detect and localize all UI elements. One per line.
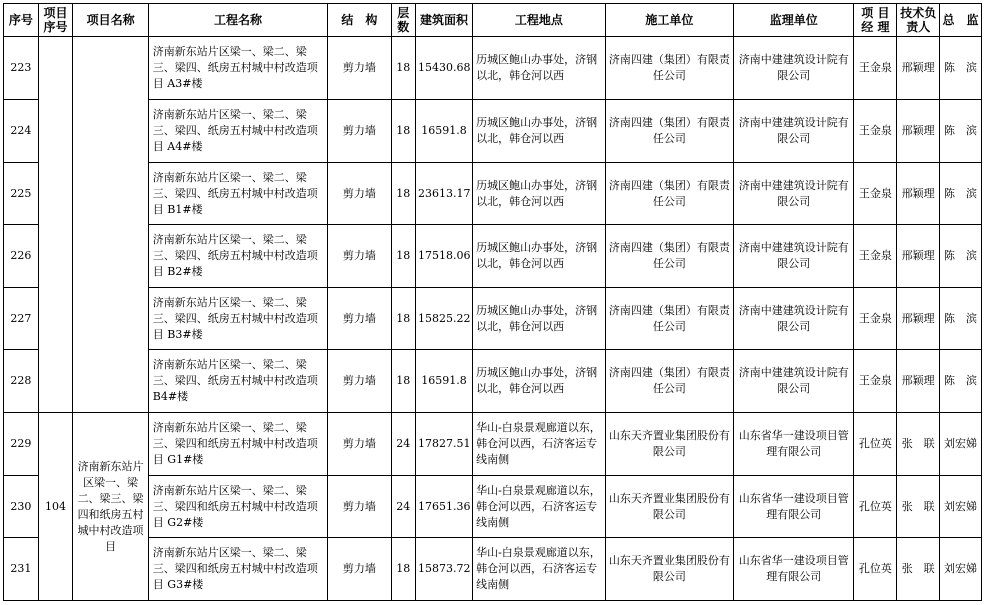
- seq-cell: 226: [4, 225, 39, 288]
- table-row: [4, 100, 982, 163]
- tech-lead-cell: 张 联: [897, 476, 940, 538]
- area-cell: 15430.68: [415, 37, 472, 100]
- structure-cell: 剪力墙: [328, 538, 391, 601]
- structure-cell: 剪力墙: [328, 37, 391, 100]
- engineering-name-cell: 济南新东站片区梁一、梁二、梁三、梁四、纸房五村城中村改造项 B4#楼: [148, 350, 327, 413]
- tech-lead-cell: 邢颖理: [897, 100, 940, 163]
- structure-cell: 剪力墙: [328, 100, 391, 163]
- structure-cell: 剪力墙: [328, 413, 391, 476]
- seq-cell: 225: [4, 163, 39, 225]
- tech-lead-cell: 邢颖理: [897, 225, 940, 288]
- chief-cell: 刘宏娣: [940, 476, 982, 538]
- location-cell: 华山-白泉景观廊道以东，韩仓河以西，石济客运专线南侧: [473, 476, 606, 538]
- header-tech-lead: 技术负责人: [897, 4, 940, 37]
- floors-cell: 18: [391, 100, 415, 163]
- supervisor-cell: 济南中建建筑设计院有限公司: [734, 163, 854, 225]
- table-row: [4, 413, 982, 476]
- floors-cell: 18: [391, 350, 415, 413]
- engineering-name-cell: 济南新东站片区梁一、梁二、梁三、梁四、纸房五村城中村改造项目 B3#楼: [148, 288, 327, 350]
- header-project-name: 项目名称: [73, 4, 148, 37]
- supervisor-cell: 山东省华一建设项目管理有限公司: [734, 476, 854, 538]
- manager-cell: 王金泉: [854, 288, 897, 350]
- tech-lead-cell: 张 联: [897, 413, 940, 476]
- location-cell: 华山-白泉景观廊道以东，韩仓河以西，石济客运专线南侧: [473, 413, 606, 476]
- chief-cell: 陈 滨: [940, 350, 982, 413]
- chief-cell: 陈 滨: [940, 225, 982, 288]
- floors-cell: 18: [391, 225, 415, 288]
- project-name-cell: 济南新东站片区梁一、梁二、梁三、梁四和纸房五村城中村改造项目: [73, 413, 148, 601]
- chief-cell: 陈 滨: [940, 163, 982, 225]
- supervisor-cell: 济南中建建筑设计院有限公司: [734, 37, 854, 100]
- table-row: [4, 225, 982, 288]
- location-cell: 历城区鲍山办事处，济钢以北，韩仓河以西: [473, 37, 606, 100]
- seq-cell: 227: [4, 288, 39, 350]
- header-contractor: 施工单位: [605, 4, 733, 37]
- engineering-name-cell: 济南新东站片区梁一、梁二、梁三、梁四和纸房五村城中村改造项目 G1#楼: [148, 413, 327, 476]
- engineering-name-cell: 济南新东站片区梁一、梁二、梁三、梁四、纸房五村城中村改造项目 A4#楼: [148, 100, 327, 163]
- contractor-cell: 山东天齐置业集团股份有限公司: [605, 413, 733, 476]
- header-engineering-name: 工程名称: [148, 4, 327, 37]
- location-cell: 历城区鲍山办事处，济钢以北，韩仓河以西: [473, 225, 606, 288]
- header-floors: 层数: [391, 4, 415, 37]
- area-cell: 17518.06: [415, 225, 472, 288]
- manager-cell: 孔位英: [854, 476, 897, 538]
- engineering-name-cell: 济南新东站片区梁一、梁二、梁三、梁四、纸房五村城中村改造项目 A3#楼: [148, 37, 327, 100]
- manager-cell: 王金泉: [854, 350, 897, 413]
- header-supervisor: 监理单位: [734, 4, 854, 37]
- manager-cell: 孔位英: [854, 413, 897, 476]
- tech-lead-cell: 邢颖理: [897, 288, 940, 350]
- location-cell: 历城区鲍山办事处，济钢以北，韩仓河以西: [473, 100, 606, 163]
- floors-cell: 24: [391, 476, 415, 538]
- manager-cell: 孔位英: [854, 538, 897, 601]
- seq-cell: 223: [4, 37, 39, 100]
- floors-cell: 18: [391, 37, 415, 100]
- table-row: [4, 163, 982, 225]
- structure-cell: 剪力墙: [328, 225, 391, 288]
- manager-cell: 王金泉: [854, 100, 897, 163]
- manager-cell: 王金泉: [854, 163, 897, 225]
- engineering-name-cell: 济南新东站片区梁一、梁二、梁三、梁四和纸房五村城中村改造项目 G3#楼: [148, 538, 327, 601]
- chief-cell: 陈 滨: [940, 288, 982, 350]
- floors-cell: 18: [391, 288, 415, 350]
- contractor-cell: 济南四建（集团）有限责任公司: [605, 288, 733, 350]
- project-seq-cell: [38, 37, 73, 413]
- supervisor-cell: 济南中建建筑设计院有限公司: [734, 288, 854, 350]
- contractor-cell: 济南四建（集团）有限责任公司: [605, 100, 733, 163]
- table-body: [4, 37, 982, 601]
- tech-lead-cell: 邢颖理: [897, 350, 940, 413]
- contractor-cell: 济南四建（集团）有限责任公司: [605, 163, 733, 225]
- tech-lead-cell: 邢颖理: [897, 163, 940, 225]
- manager-cell: 王金泉: [854, 37, 897, 100]
- header-seq: 序号: [4, 4, 39, 37]
- header-project-seq: 项目序号: [38, 4, 73, 37]
- area-cell: 17651.36: [415, 476, 472, 538]
- project-seq-cell: 104: [38, 413, 73, 601]
- supervisor-cell: 山东省华一建设项目管理有限公司: [734, 538, 854, 601]
- manager-cell: 王金泉: [854, 225, 897, 288]
- engineering-name-cell: 济南新东站片区梁一、梁二、梁三、梁四和纸房五村城中村改造项目 G2#楼: [148, 476, 327, 538]
- supervisor-cell: 济南中建建筑设计院有限公司: [734, 350, 854, 413]
- area-cell: 23613.17: [415, 163, 472, 225]
- contractor-cell: 山东天齐置业集团股份有限公司: [605, 538, 733, 601]
- engineering-name-cell: 济南新东站片区梁一、梁二、梁三、梁四、纸房五村城中村改造项目 B1#楼: [148, 163, 327, 225]
- header-structure: 结 构: [328, 4, 391, 37]
- contractor-cell: 济南四建（集团）有限责任公司: [605, 225, 733, 288]
- area-cell: 17827.51: [415, 413, 472, 476]
- seq-cell: 228: [4, 350, 39, 413]
- chief-cell: 陈 滨: [940, 37, 982, 100]
- supervisor-cell: 济南中建建筑设计院有限公司: [734, 225, 854, 288]
- area-cell: 15825.22: [415, 288, 472, 350]
- header-location: 工程地点: [473, 4, 606, 37]
- seq-cell: 229: [4, 413, 39, 476]
- tech-lead-cell: 张 联: [897, 538, 940, 601]
- header-area: 建筑面积: [415, 4, 472, 37]
- area-cell: 16591.8: [415, 350, 472, 413]
- table-row: [4, 288, 982, 350]
- supervisor-cell: 济南中建建筑设计院有限公司: [734, 100, 854, 163]
- location-cell: 历城区鲍山办事处，济钢以北，韩仓河以西: [473, 163, 606, 225]
- chief-cell: 刘宏娣: [940, 413, 982, 476]
- contractor-cell: 济南四建（集团）有限责任公司: [605, 37, 733, 100]
- floors-cell: 18: [391, 163, 415, 225]
- chief-cell: 刘宏娣: [940, 538, 982, 601]
- project-table: [3, 3, 982, 601]
- supervisor-cell: 山东省华一建设项目管理有限公司: [734, 413, 854, 476]
- seq-cell: 230: [4, 476, 39, 538]
- structure-cell: 剪力墙: [328, 350, 391, 413]
- floors-cell: 18: [391, 538, 415, 601]
- contractor-cell: 山东天齐置业集团股份有限公司: [605, 476, 733, 538]
- table-row: [4, 37, 982, 100]
- floors-cell: 24: [391, 413, 415, 476]
- table-row: [4, 476, 982, 538]
- location-cell: 历城区鲍山办事处，济钢以北，韩仓河以西: [473, 288, 606, 350]
- location-cell: 历城区鲍山办事处，济钢以北，韩仓河以西: [473, 350, 606, 413]
- header-row: [4, 4, 982, 37]
- contractor-cell: 济南四建（集团）有限责任公司: [605, 350, 733, 413]
- table-row: [4, 350, 982, 413]
- project-name-cell: [73, 37, 148, 413]
- engineering-name-cell: 济南新东站片区梁一、梁二、梁三、梁四、纸房五村城中村改造项目 B2#楼: [148, 225, 327, 288]
- tech-lead-cell: 邢颖理: [897, 37, 940, 100]
- structure-cell: 剪力墙: [328, 476, 391, 538]
- area-cell: 15873.72: [415, 538, 472, 601]
- structure-cell: 剪力墙: [328, 163, 391, 225]
- header-chief: 总 监: [940, 4, 982, 37]
- area-cell: 16591.8: [415, 100, 472, 163]
- header-manager: 项 目经 理: [854, 4, 897, 37]
- location-cell: 华山-白泉景观廊道以东，韩仓河以西，石济客运专线南侧: [473, 538, 606, 601]
- seq-cell: 224: [4, 100, 39, 163]
- chief-cell: 陈 滨: [940, 100, 982, 163]
- structure-cell: 剪力墙: [328, 288, 391, 350]
- seq-cell: 231: [4, 538, 39, 601]
- table-row: [4, 538, 982, 601]
